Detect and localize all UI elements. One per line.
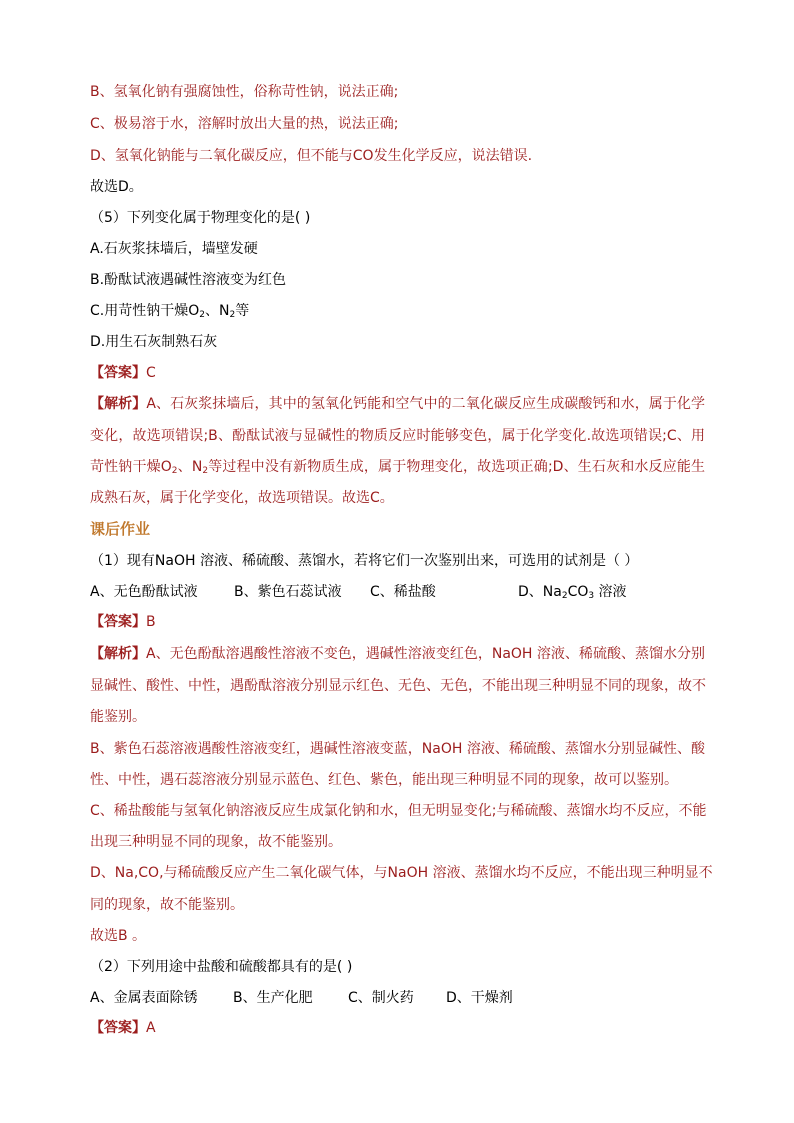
choose-b-line: 故选B 。 bbox=[90, 928, 147, 944]
homework-question-1: （1）现有NaOH 溶液、稀硫酸、蒸馏水，若将它们一次鉴别出来，可选用的试剂是（ ） bbox=[90, 553, 639, 569]
explanation-line-d: D、氢氧化钠能与二氧化碳反应，但不能与CO发生化学反应，说法错误. bbox=[90, 148, 533, 164]
homework-question-2: （2）下列用途中盐酸和硫酸都具有的是( ) bbox=[90, 959, 353, 975]
question-5-option-d: D.用生石灰制熟石灰 bbox=[90, 334, 218, 350]
homework-question-2-answer: 【答案】A bbox=[90, 1020, 156, 1036]
question-5-option-c: C.用苛性钠干燥$O_2$、$N_2$等 bbox=[90, 303, 250, 320]
question-5-option-a: A.石灰浆抹墙后，墙壁发硬 bbox=[90, 241, 258, 257]
explanation-line-c: C、极易溶于水，溶解时放出大量的热，说法正确; bbox=[90, 116, 399, 132]
homework-analysis-d-line-2: 同的现象，故不能鉴别。 bbox=[90, 897, 244, 913]
option-a: A、无色酚酞试液 bbox=[90, 584, 198, 600]
question-5-analysis-line-4: 成熟石灰，属于化学变化，故选项错误。故选C。 bbox=[90, 490, 394, 506]
question-5-analysis-line-3: 苛性钠干燥$O_2$、$N_2$等过程中没有新物质生成，属于物理变化，故选项正确;D、生石灰和水反应能生 bbox=[90, 459, 705, 476]
option-d: D、$Na_2CO_3$ 溶液 bbox=[518, 584, 627, 601]
homework-question-1-answer: 【答案】B bbox=[90, 614, 156, 630]
homework-analysis-d-line-1: D、Na,CO,与稀硫酸反应产生二氧化碳气体，与NaOH 溶液、蒸馏水均不反应，不能出现三种明显不 bbox=[90, 865, 713, 881]
homework-analysis-a-line-2: 显碱性、酸性、中性，遇酚酞溶液分别显示红色、无色、无色，不能出现三种明显不同的现象，故不 bbox=[90, 678, 706, 694]
homework-question-2-options bbox=[90, 988, 705, 1008]
section-heading-homework: 课后作业 bbox=[90, 520, 151, 538]
choose-d-line: 故选D。 bbox=[90, 179, 143, 195]
option-c: C、稀盐酸 bbox=[370, 584, 436, 600]
homework-analysis-c-line-2: 出现三种明显不同的现象，故不能鉴别。 bbox=[90, 834, 342, 850]
option-b: B、生产化肥 bbox=[233, 990, 313, 1006]
question-5-analysis-line-2: 变化，故选项错误;B、酚酞试液与显碱性的物质反应时能够变色，属于化学变化.故选项错误;C、用 bbox=[90, 428, 705, 444]
question-5: （5）下列变化属于物理变化的是( ) bbox=[90, 210, 311, 226]
option-b: B、紫色石蕊试液 bbox=[234, 584, 342, 600]
explanation-line-b: B、氢氧化钠有强腐蚀性，俗称苛性钠，说法正确; bbox=[90, 84, 399, 100]
homework-analysis-a-line-3: 能鉴别。 bbox=[90, 709, 146, 725]
option-c: C、制火药 bbox=[348, 990, 414, 1006]
homework-analysis-a-line-1: 【解析】A、无色酚酞溶遇酸性溶液不变色，遇碱性溶液变红色，NaOH 溶液、稀硫酸、蒸馏水分别 bbox=[90, 646, 706, 662]
homework-analysis-c-line-1: C、稀盐酸能与氢氧化钠溶液反应生成氯化钠和水，但无明显变化;与稀硫酸、蒸馏水均不反应，不能 bbox=[90, 803, 707, 819]
homework-analysis-b-line-2: 性、中性，遇石蕊溶液分别显示蓝色、红色、紫色，能出现三种明显不同的现象，故可以鉴别。 bbox=[90, 772, 678, 788]
question-5-analysis-line-1: 【解析】A、石灰浆抹墙后，其中的氢氧化钙能和空气中的二氧化碳反应生成碳酸钙和水，属于化学 bbox=[90, 396, 706, 412]
homework-analysis-b-line-1: B、紫色石蕊溶液遇酸性溶液变红，遇碱性溶液变蓝，NaOH 溶液、稀硫酸、蒸馏水分别显碱性、酸 bbox=[90, 741, 705, 757]
option-a: A、金属表面除锈 bbox=[90, 990, 198, 1006]
question-5-answer: 【答案】C bbox=[90, 365, 156, 381]
option-d: D、干燥剂 bbox=[446, 990, 513, 1006]
question-5-option-b: B.酚酞试液遇碱性溶液变为红色 bbox=[90, 272, 287, 288]
homework-question-1-options bbox=[90, 582, 705, 602]
